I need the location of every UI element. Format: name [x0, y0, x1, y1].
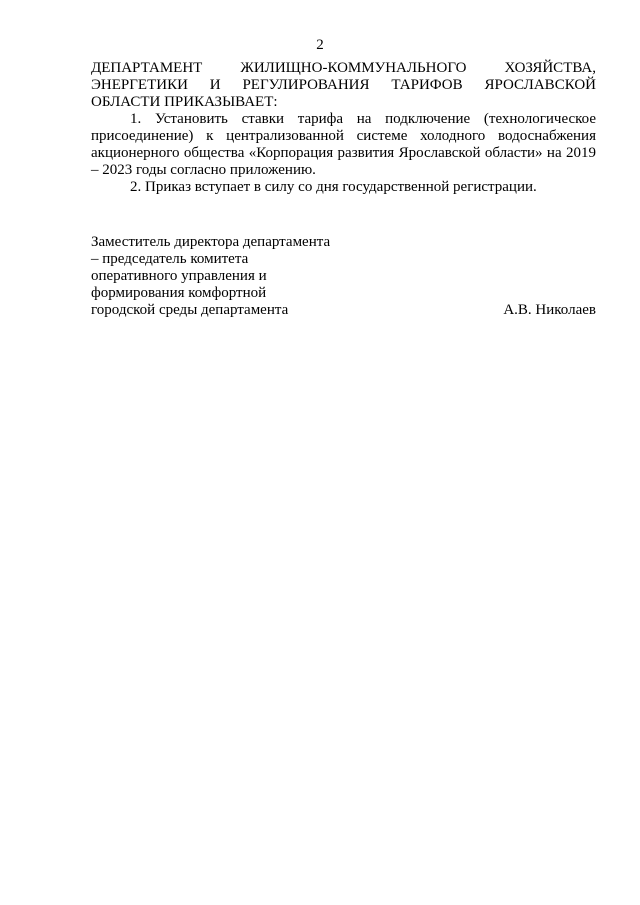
order-heading: ДЕПАРТАМЕНТ ЖИЛИЩНО-КОММУНАЛЬНОГО ХОЗЯЙСТВА, ЭНЕРГЕТИКИ И РЕГУЛИРОВАНИЯ ТАРИФОВ ЯРОСЛАВСКОЙ ОБЛАСТИ ПРИКАЗЫВАЕТ: [91, 60, 596, 110]
signature-position-line-1: Заместитель директора департамента [91, 234, 331, 250]
signature-position-line-5: городской среды департамента [91, 302, 289, 318]
signatory-name: А.В. Николаев [503, 302, 596, 318]
page-number: 2 [316, 37, 324, 53]
signature-position-line-4: формирования комфортной [91, 285, 267, 301]
signature-block [91, 234, 596, 319]
signature-position-line-2: – председатель комитета [91, 251, 249, 267]
signature-position-line-3: оперативного управления и [91, 268, 267, 284]
order-item-1: 1. Установить ставки тарифа на подключение (технологическое присоединение) к централизованной системе холодного водоснабжения акционерного общества «Корпорация развития Ярославской области» на 2019 – 2023 годы согласно приложению. [91, 111, 596, 178]
order-item-2: 2. Приказ вступает в силу со дня государственной регистрации. [130, 179, 537, 195]
order-body [91, 60, 596, 196]
